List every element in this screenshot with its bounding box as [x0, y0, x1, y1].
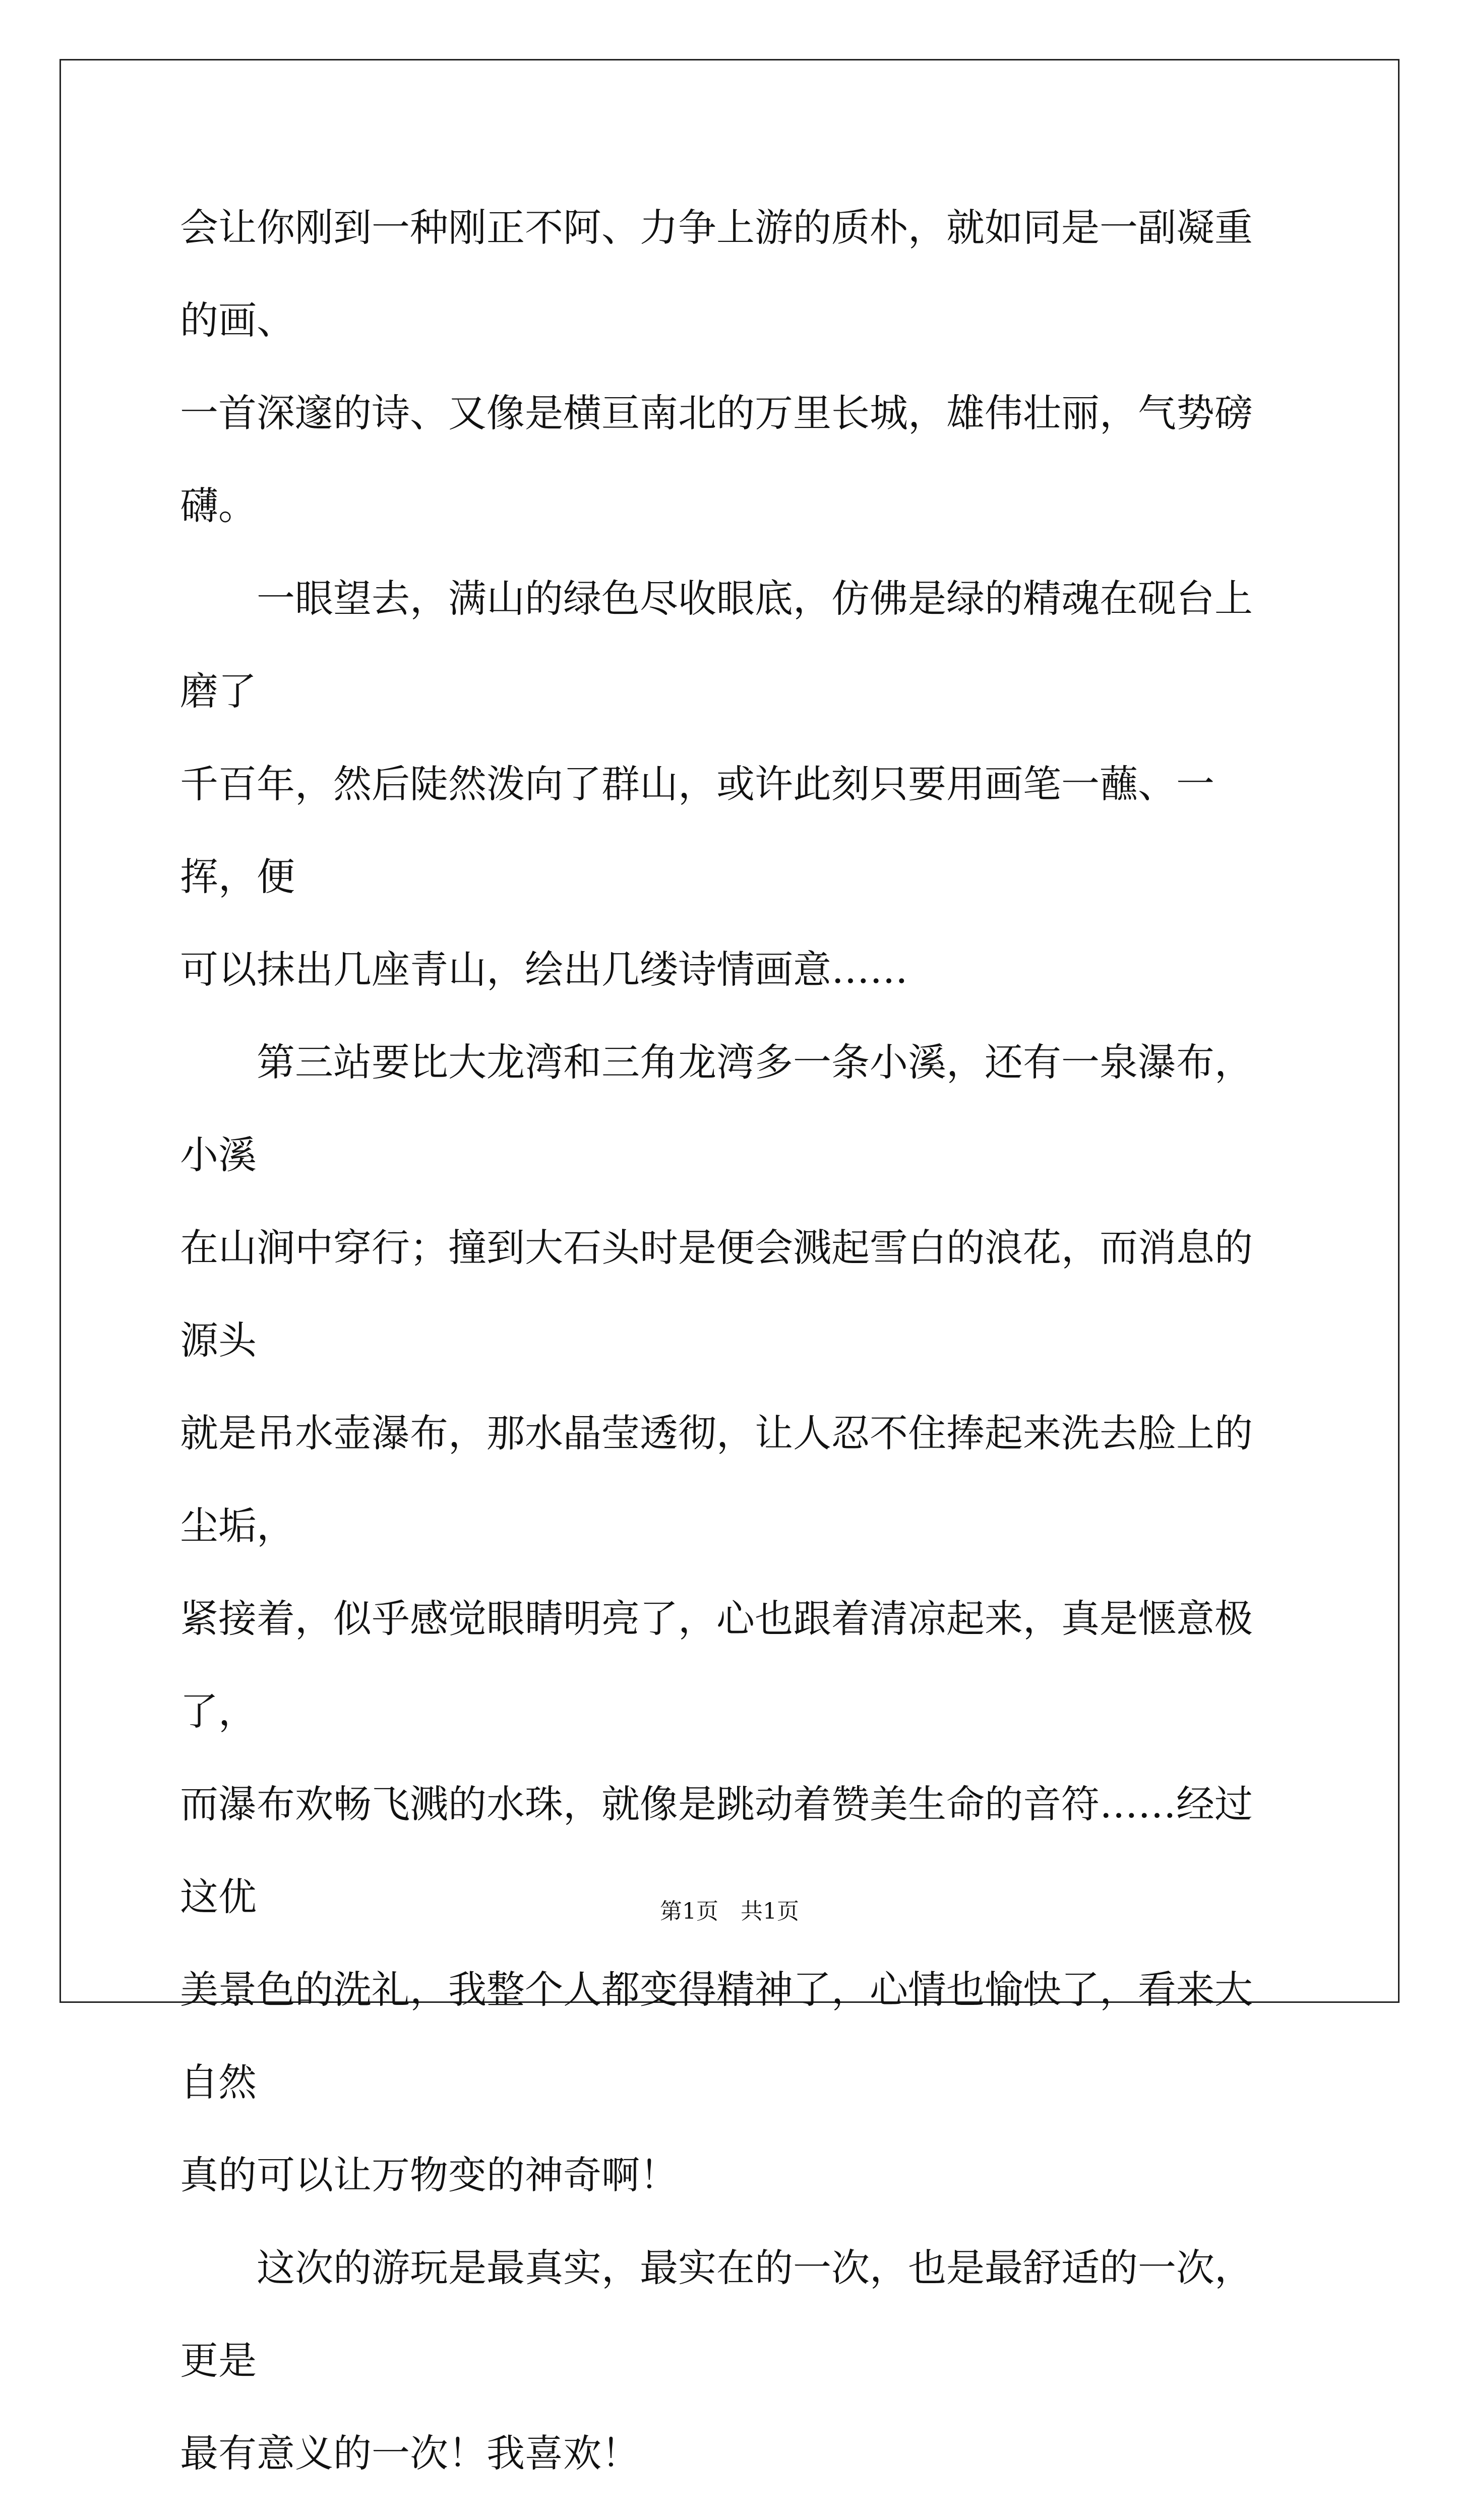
text-line: 一眼望去，满山的绿色尽收眼底，仿佛是绿的精魂在砚台上磨了	[180, 576, 1253, 714]
text-line: 美景色的洗礼，我整个人都变得精神了，心情也愉快了，看来大自然	[180, 1967, 1253, 2105]
text-line: 真的可以让万物变的神奇啊！	[180, 2153, 678, 2197]
page-number: 第1页 共1页	[660, 1899, 799, 1924]
paragraph-1	[180, 181, 1289, 552]
text-line: 就是吊水壶瀑布，那水晶莹透彻，让人忍不住捧起来洗去脸上的尘垢，	[180, 1411, 1253, 1548]
text-line: 可以抹出几座青山，绘出几缕诗情画意……	[180, 947, 908, 992]
paragraph-2	[180, 552, 1289, 1016]
text-line: 这次的游玩是最真实，最实在的一次，也是最舒适的一次，更是	[180, 2245, 1253, 2383]
text-line: 一首深邃的诗、又像是横亘南北的万里长城，雄伟壮丽，气势磅礴。	[180, 391, 1253, 528]
text-line: 而瀑布欢畅飞溅的水珠，就像是跳动着赞美生命的音符……经过这优	[180, 1782, 1253, 1919]
document-body	[180, 181, 1289, 2520]
text-line: 第三站要比大龙湾和三角龙湾多一条小溪，还有一泉瀑布，小溪	[180, 1040, 1253, 1177]
paragraph-4	[180, 2222, 1289, 2500]
section-heading	[176, 2500, 1289, 2520]
text-line: 最有意义的一次！我喜欢！	[180, 2431, 640, 2476]
text-line: 会让你刚到一种刚正不阿、力争上游的质朴，就如同是一副凝重的画、	[180, 205, 1253, 343]
text-line: 在山涧中穿行；撞到大石头时是便会溅起雪白的浪花，而消息的源头	[180, 1225, 1253, 1363]
paragraph-3	[180, 1016, 1289, 2222]
page-footer	[0, 1893, 1459, 1925]
text-line: 千百年，然后陡然泼向了群山，或许此刻只要用画笔一蘸、一挥，便	[180, 762, 1214, 899]
text-line: 紧接着，似乎感觉眼睛明亮了，心也跟着清凉起来，真是惬意极了，	[180, 1596, 1253, 1734]
